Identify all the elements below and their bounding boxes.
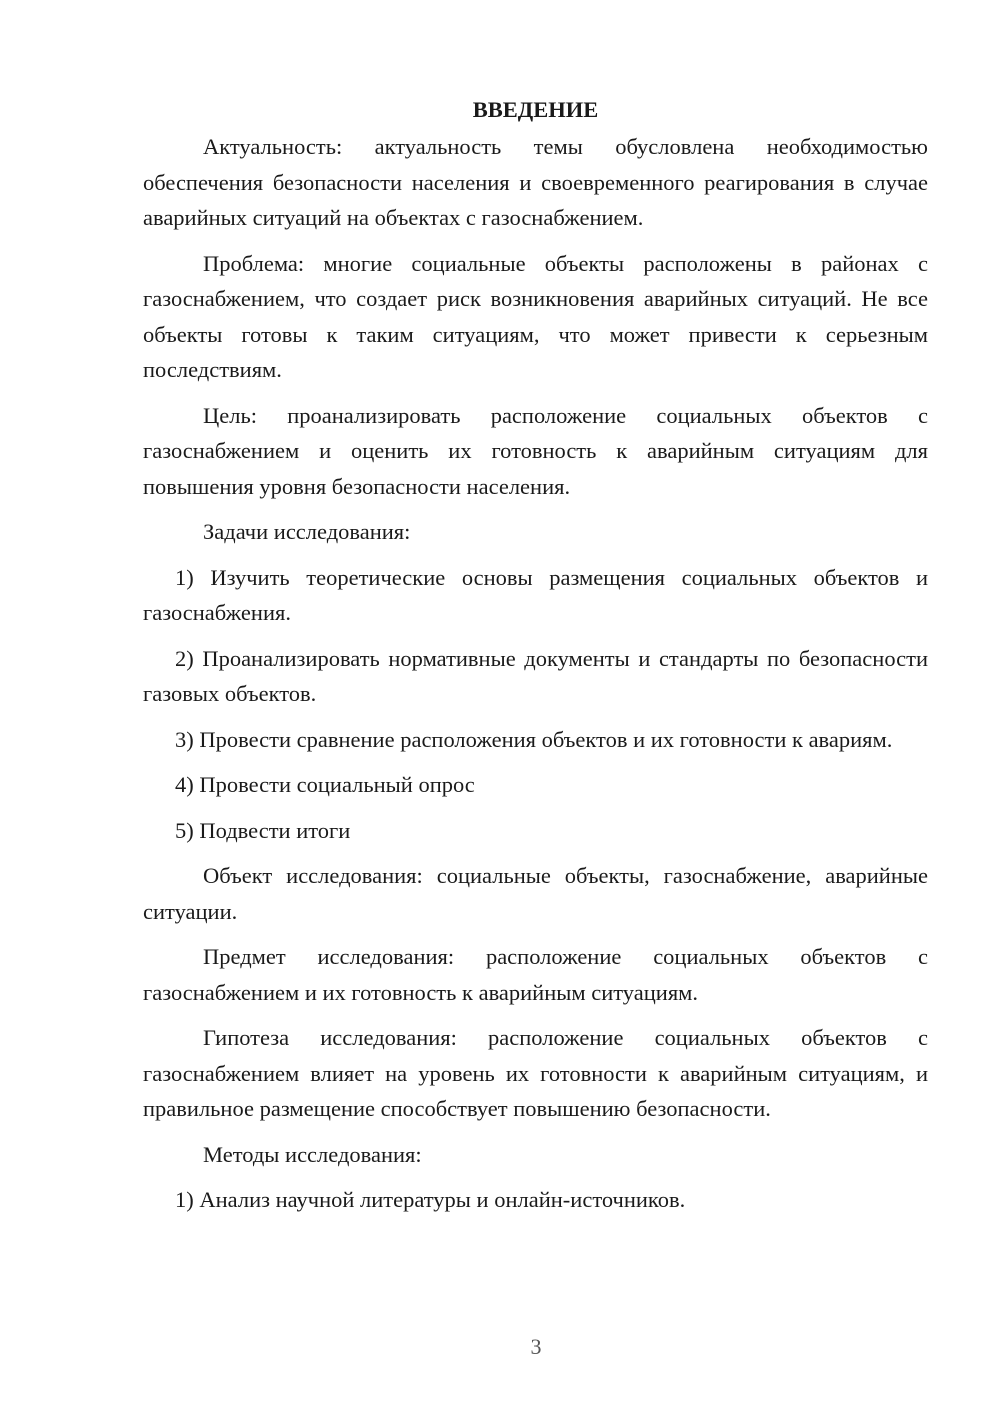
- tasks-heading: Задачи исследования:: [203, 519, 411, 544]
- paragraph-problem: Проблема: многие социальные объекты расположены в районах с газоснабжением, что создает риск возникновения аварийных ситуаций. Не все объекты готовы к таким ситуациям, что может привести к серьезным последствиям.: [143, 250, 928, 382]
- paragraph-goal: Цель: проанализировать расположение социальных объектов с газоснабжением и оценить их готовность к аварийным ситуациям для повышения уровня безопасности населения.: [143, 402, 928, 499]
- list-item-task-3: 3) Провести сравнение расположения объектов и их готовности к авариям.: [175, 726, 893, 752]
- paragraph-hypothesis: Гипотеза исследования: расположение социальных объектов с газоснабжением влияет на уровень их готовности к аварийным ситуациям, и правильное размещение способствует повышению безопасности.: [143, 1025, 928, 1121]
- methods-heading: Методы исследования:: [203, 1141, 422, 1167]
- list-item-task-4: 4) Провести социальный опрос: [175, 772, 475, 797]
- list-item-method-1: 1) Анализ научной литературы и онлайн-источников.: [175, 1187, 686, 1212]
- list-item-task-1: 1) Изучить теоретические основы размещения социальных объектов и газоснабжения.: [143, 564, 928, 625]
- paragraph-subject: Предмет исследования: расположение социальных объектов с газоснабжением и их готовность к аварийным ситуациям.: [143, 944, 928, 1005]
- list-item-task-2: 2) Проанализировать нормативные документы и стандарты по безопасности газовых объектов.: [143, 645, 928, 706]
- page-title: ВВЕДЕНИЕ: [472, 97, 599, 122]
- paragraph-relevance: Актуальность: актуальность темы обусловлена необходимостью обеспечения безопасности населения и своевременного реагирования в случае аварийных ситуаций на объектах с газоснабжением.: [143, 134, 928, 230]
- page-content: [143, 92, 928, 1228]
- list-item-task-5: 5) Подвести итоги: [175, 817, 351, 843]
- page-number: 3: [530, 1334, 542, 1359]
- paragraph-object: Объект исследования: социальные объекты, газоснабжение, аварийные ситуации.: [143, 863, 928, 924]
